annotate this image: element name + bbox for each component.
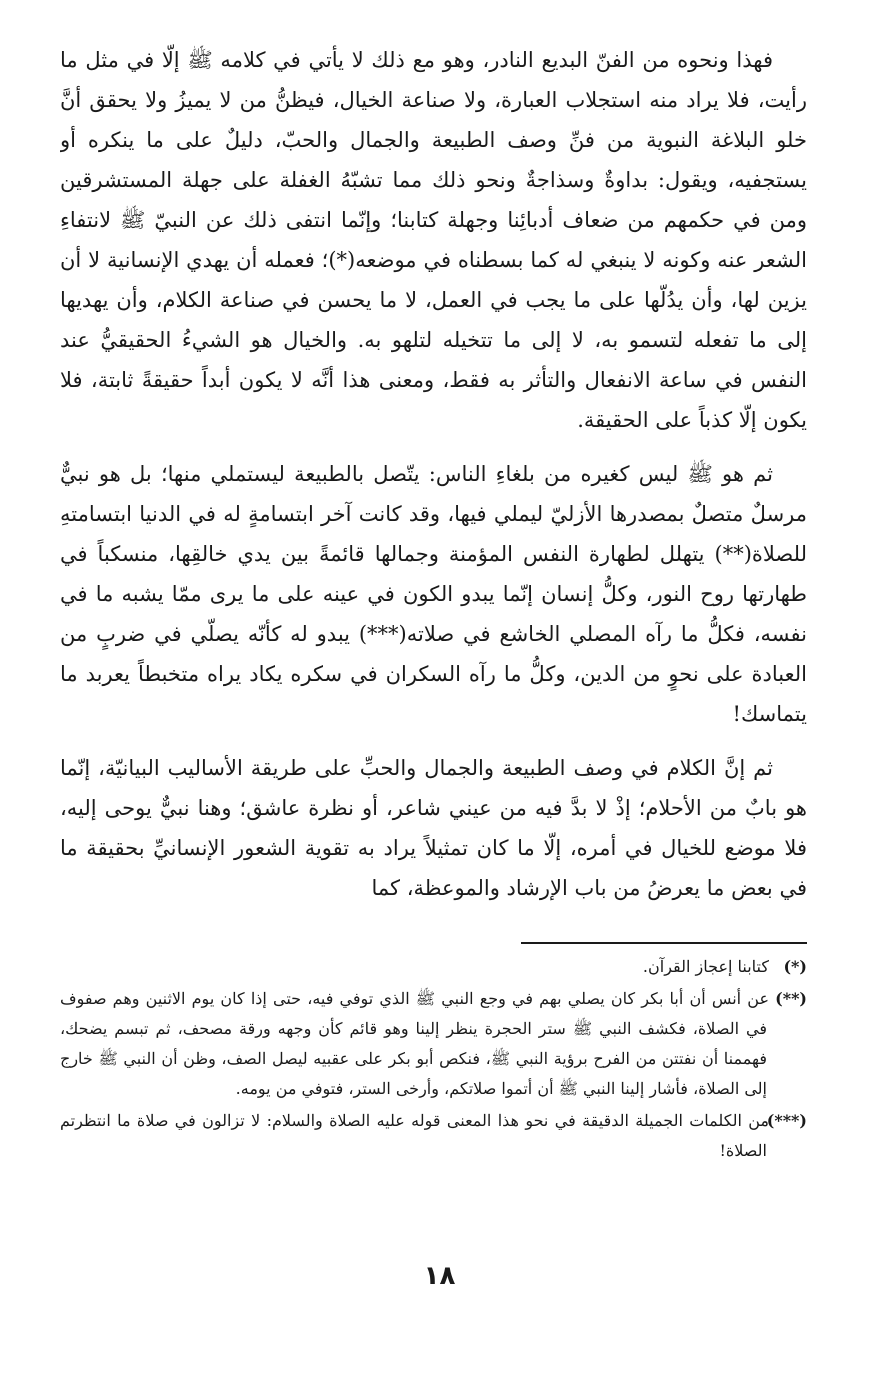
footnote-marker: (***) bbox=[766, 1111, 807, 1130]
main-text bbox=[60, 40, 807, 920]
paragraph-2: ثم هو ﷺ ليس كغيره من بلغاءِ الناس: يتّصل بالطبيعة ليستملي منها؛ بل هو نبيٌّ مرسلٌ متصلٌ بمصدرها الأزليّ ليملي فيها، وقد كانت آخر ابتسامةٍ له في الدنيا ابتسامتهِ للصلاة(**) يتهلل لطهارة النفس المؤمنة وجمالها قائمةً بين يدي خالقِها، منسكباً في طهارتها روح النور، وكلُّ إنسان إنّما يبدو الكون في عينه على ما يرى ممّا يشبه ما في نفسه، فكلُّ ما رآه المصلي الخاشع في صلاته(***) يبدو له كأنّه يصلّي في ضربٍ من العبادة على نحوٍ من الدين، وكلُّ ما رآه السكران في سكره يكاد يراه متخبطاً يعربد ما يتماسك! bbox=[60, 462, 807, 726]
paragraph-1: فهذا ونحوه من الفنّ البديع النادر، وهو مع ذلك لا يأتي في كلامه ﷺ إلّا في مثل ما رأيت، فلا يراد منه استجلاب العبارة، ولا صناعة الخيال، فيظنُّ من لا يميزُ ولا يحقق أنَّ خلو البلاغة النبوية من فنِّ وصف الطبيعة والجمال والحبّ، دليلٌ على ما ينكره أو يستجفيه، ويقول: بداوةٌ وسذاجةٌ ونحو ذلك مما تشبّهُ الغفلة على جهلة المستشرقين ومن في حكمهم من ضعاف أدبائِنا وجهلة كتابنا؛ وإنّما انتفى ذلك عن النبيّ ﷺ لانتفاءِ الشعر عنه وكونه لا ينبغي له كما بسطناه في موضعه(*)؛ فعمله أن يهدي الإنسانية لا أن يزين لها، وأن يدُلّها على ما يجب في العمل، لا ما يحسن في صناعة الكلام، وأن يهديها إلى ما تفعله لتسمو به، لا إلى ما تتخيله لتلهو به. والخيال هو الشيءُ الحقيقيُّ عند النفس في ساعة الانفعال والتأثر به فقط، ومعنى هذا أنَّه لا يكون أبداً حقيقةً ثابتة، فلا يكون إلّا كذباً على الحقيقة. bbox=[60, 48, 807, 432]
footnote-text: كتابنا إعجاز القرآن. bbox=[642, 957, 769, 976]
page-number: ١٨ bbox=[423, 1261, 456, 1291]
footnote-text: من الكلمات الجميلة الدقيقة في نحو هذا المعنى قوله عليه الصلاة والسلام: لا تزالون في صلاة ما انتظرتم الصلاة! bbox=[60, 1111, 769, 1160]
footnote-3 bbox=[60, 1106, 807, 1166]
footnote-1 bbox=[60, 952, 807, 982]
footnote-text: عن أنس أن أبا بكر كان يصلي بهم في وجع النبي ﷺ الذي توفي فيه، حتى إذا كان يوم الاثنين وهم صفوف في الصلاة، فكشف النبي ﷺ ستر الحجرة ينظر إلينا وهو قائم كأن وجهه ورقة مصحف، ثم تبسم يضحك، فهممنا أن نفتتن من الفرح برؤية النبي ﷺ، فنكص أبو بكر على عقبيه ليصل الصف، وظن أن النبي ﷺ خارج إلى الصلاة، فأشار إلينا النبي ﷺ أن أتموا صلاتكم، وأرخى الستر، فتوفي من يومه. bbox=[60, 989, 769, 1098]
footnote-marker: (*) bbox=[783, 957, 807, 976]
footnote-2 bbox=[60, 984, 807, 1104]
footnote-marker: (**) bbox=[775, 989, 807, 1008]
paragraph-3: ثم إنَّ الكلام في وصف الطبيعة والجمال والحبِّ على طريقة الأساليب البيانيّة، إنّما هو بابٌ من الأحلام؛ إذْ لا بدَّ فيه من عيني شاعر، أو نظرة عاشق؛ وهنا نبيٌّ يوحى إليه، فلا موضع للخيال في أمره، إلّا ما كان تمثيلاً يراد به تقوية الشعور الإنسانيِّ بحقيقة ما في بعض ما يعرضُ من باب الإرشاد والموعظة، كما bbox=[60, 756, 807, 900]
footnotes bbox=[60, 952, 807, 1242]
footnote-separator bbox=[521, 942, 807, 944]
